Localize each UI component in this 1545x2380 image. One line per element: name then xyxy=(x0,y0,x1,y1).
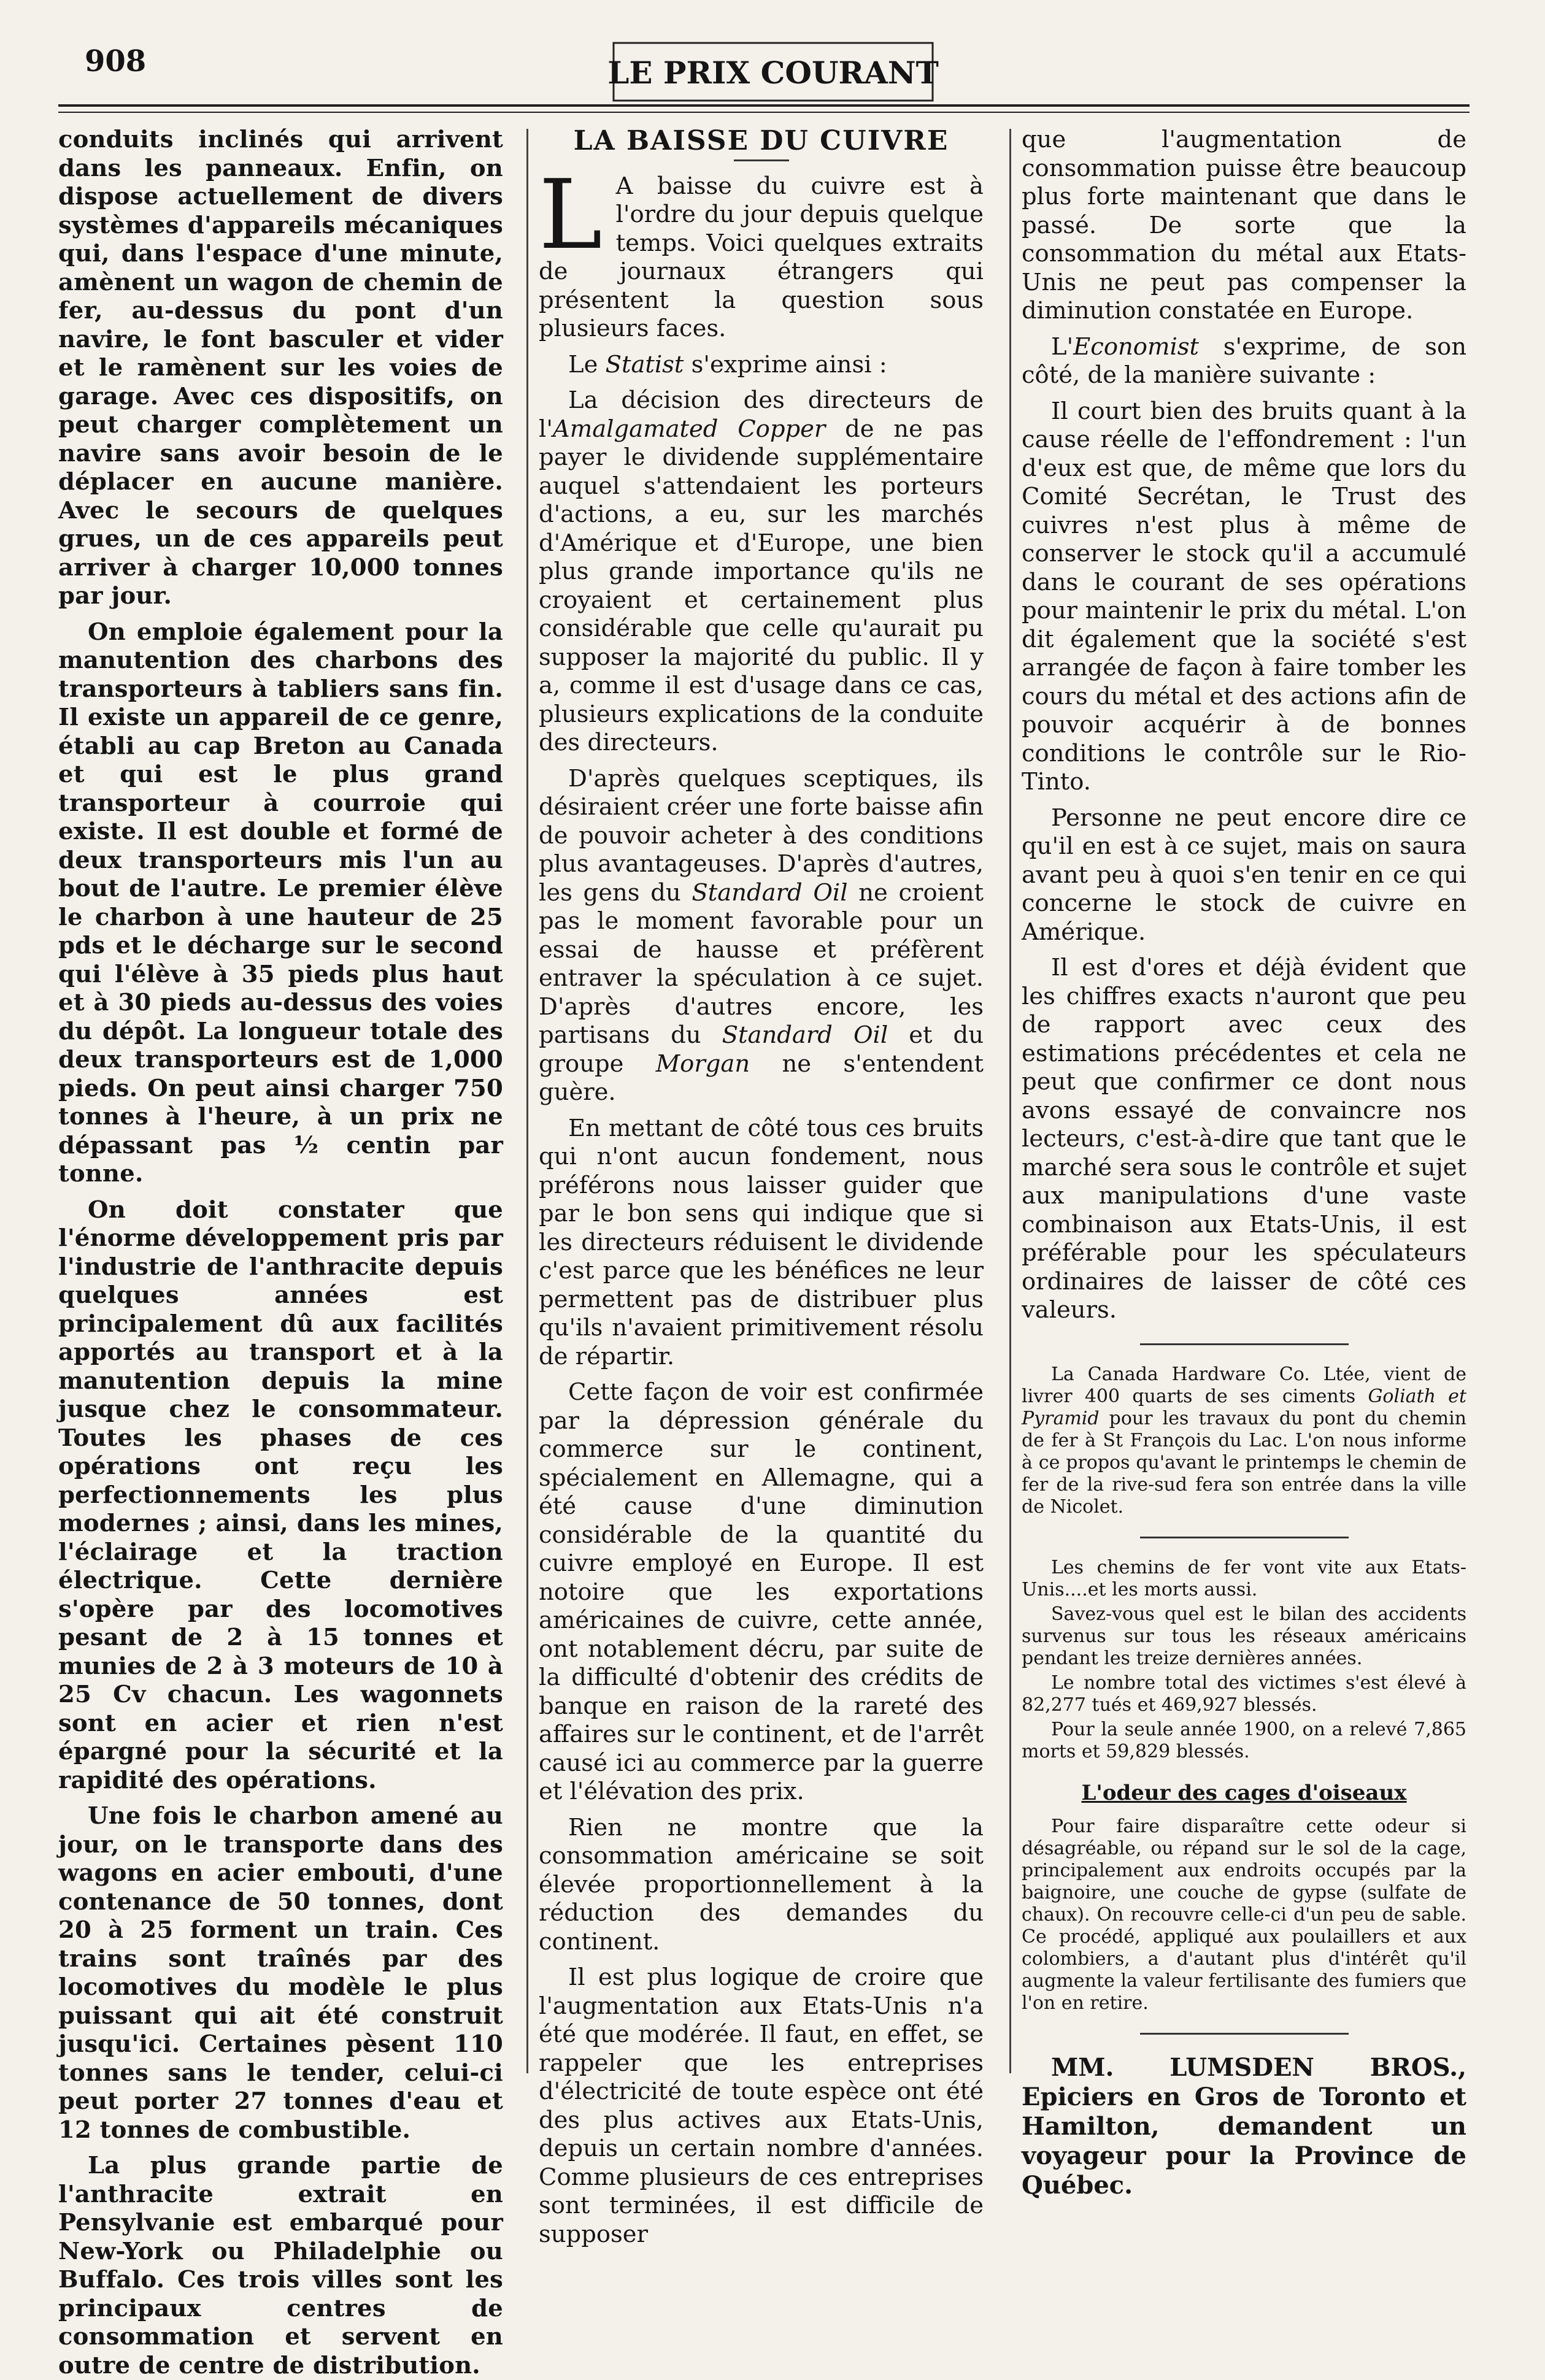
paragraph: Pour faire disparaître cette odeur si désagréable, ou répand sur le sol de la cage, principalement aux endroits occupés par la baignoire, une couche de gypse (sulfate de chaux). On recouvre celle-ci d'un peu de sable. Ce procédé, appliqué aux poulaillers et aux colombiers, a d'autant plus d'intérêt qu'il augmente la valeur fertilisante des fumiers que l'on en retire. xyxy=(1022,1816,1466,2014)
paragraph: On doit constater que l'énorme développement pris par l'industrie de l'anthracite depuis quelques années est principalement dû aux facilités apportés au transport et à la manutention depuis la mine jusque chez le consommateur. Toutes les phases de ces opérations ont reçu les perfectionnements les plus modernes ; ainsi, dans les mines, l'éclairage et la traction électrique. Cette dernière s'opère par des locomotives pesant de 2 à 15 tonnes et munies de 2 à 3 moteurs de 10 à 25 Cv chacun. Les wagonnets sont en acier et rien n'est épargné pour la sécurité et la rapidité des opérations. xyxy=(58,1196,503,1794)
column-2 xyxy=(539,125,984,2248)
paragraph: conduits inclinés qui arrivent dans les panneaux. Enfin, on dispose actuellement de divers systèmes d'appareils mécaniques qui, dans l'espace d'une minute, amènent un wagon de chemin de fer, au-dessus du pont d'un navire, le font basculer et vider et le ramènent sur les voies de garage. Avec ces dispositifs, on peut charger complètement un navire sans avoir besoin de le déplacer en aucune manière. Avec le secours de quelques grues, un de ces appareils peut arriver à charger 10,000 tonnes par jour. xyxy=(58,126,503,610)
paragraph: La plus grande partie de l'anthracite extrait en Pensylvanie est embarqué pour New-York ou Philadelphie ou Buffalo. Ces trois villes sont les principaux centres de consommation et servent en outre de centre de distribution. xyxy=(58,2152,503,2379)
paragraph: L'Economist s'exprime, de son côté, de la manière suivante : xyxy=(1022,332,1466,389)
column-divider-1 xyxy=(526,129,528,2073)
column-divider-2 xyxy=(1009,129,1011,2073)
paragraph: que l'augmentation de consommation puisse être beaucoup plus forte maintenant que dans le passé. De sorte que la consommation du métal aux Etats-Unis ne peut pas compenser la diminution constatée en Europe. xyxy=(1022,126,1466,324)
page-number: 908 xyxy=(85,44,147,79)
paragraph: Rien ne montre que la consommation américaine se soit élevée proportionnellement à la réduction des demandes du continent. xyxy=(539,1813,984,1956)
paragraph: Pour la seule année 1900, on a relevé 7,865 morts et 59,829 blessés. xyxy=(1022,1718,1466,1762)
drop-cap: L xyxy=(539,158,603,271)
paragraph: Cette façon de voir est confirmée par la dépression générale du commerce sur le continent, spécialement en Allemagne, qui a été cause d'une diminution considérable de la quantité du cuivre employé en Europe. Il est notoire que les exportations américaines de cuivre, cette année, ont notablement décru, par suite de la difficulté d'obtenir des crédits de banque en raison de la rareté des affaires sur le continent, et de l'arrêt causé ici au commerce par la guerre et l'élévation des prix. xyxy=(539,1378,984,1805)
masthead-title: LE PRIX COURANT xyxy=(607,55,939,91)
paragraph: Une fois le charbon amené au jour, on le transporte dans des wagons en acier embouti, d'une contenance de 50 tonnes, dont 20 à 25 forment un train. Ces trains sont traînés par des locomotives du modèle le plus puissant qui ait été construit jusqu'ici. Certaines pèsent 110 tonnes sans le tender, celui-ci peut porter 27 tonnes d'eau et 12 tonnes de combustible. xyxy=(58,1802,503,2144)
bird-cage-notice xyxy=(1022,1816,1466,2014)
advertisement: MM. LUMSDEN BROS., Epiciers en Gros de Toronto et Hamilton, demandent un voyageur pour la Province de Québec. xyxy=(1022,2053,1466,2200)
paragraph: Il court bien des bruits quant à la cause réelle de l'effondrement : l'un d'eux est que, de même que lors du Comité Secrétan, le Trust des cuivres n'est plus à même de conserver le stock qu'il a accumulé dans le courant de ses opérations pour maintenir le prix du métal. L'on dit également que la société s'est arrangée de façon à faire tomber les cours du métal et des actions afin de pouvoir acquérir à de bonnes conditions le contrôle sur le Rio-Tinto. xyxy=(1022,397,1466,796)
railroad-notice xyxy=(1022,1557,1466,1763)
section-divider xyxy=(1140,1537,1349,1538)
paragraph: Il est d'ores et déjà évident que les chiffres exacts n'auront que peu de rapport avec ceux des estimations précédentes et cela ne peut que confirmer ce dont nous avons essayé de convaincre nos lecteurs, c'est-à-dire que tant que le marché sera sous le contrôle et sujet aux manipulations d'une vaste combinaison aux Etats-Unis, il est préférable pour les spéculateurs ordinaires de laisser de côté ces valeurs. xyxy=(1022,954,1466,1324)
article-intro xyxy=(539,158,984,344)
paragraph: La Canada Hardware Co. Ltée, vient de livrer 400 quarts de ses ciments Goliath et Pyramid pour les travaux du pont du chemin de fer à St François du Lac. L'on nous informe à ce propos qu'avant le printemps le chemin de fer de la rive-sud fera son entrée dans la ville de Nicolet. xyxy=(1022,1363,1466,1518)
paragraph: Le nombre total des victimes s'est élevé à 82,277 tués et 469,927 blessés. xyxy=(1022,1672,1466,1716)
section-divider xyxy=(1140,1343,1349,1345)
paragraph: Savez-vous quel est le bilan des accidents survenus sur tous les réseaux américains pendant les treize dernières années. xyxy=(1022,1603,1466,1669)
hardware-notice xyxy=(1022,1364,1466,1518)
paragraph: Personne ne peut encore dire ce qu'il en est à ce sujet, mais on saura avant peu à quoi s'en tenir en ce qui concerne le stock de cuivre en Amérique. xyxy=(1022,804,1466,946)
section-divider xyxy=(1140,2033,1349,2035)
column-3 xyxy=(1022,126,1466,2200)
section-heading: L'odeur des cages d'oiseaux xyxy=(1081,1780,1407,1805)
intro-text: A baisse du cuivre est à l'ordre du jour depuis quelque temps. Voici quelques extraits de journaux étrangers qui présentent la question sous plusieurs faces. xyxy=(539,172,984,342)
paragraph: Il est plus logique de croire que l'augmentation aux Etats-Unis n'a été que modérée. Il faut, en effet, se rappeler que les entreprises d'électricité de toute espèce ont été des plus actives aux Etats-Unis, depuis un certain nombre d'années. Comme plusieurs de ces entreprises sont terminées, il est difficile de supposer xyxy=(539,1964,984,2248)
paragraph: D'après quelques sceptiques, ils désiraient créer une forte baisse afin de pouvoir acheter à des conditions plus avantageuses. D'après d'autres, les gens du Standard Oil ne croient pas le moment favorable pour un essai de hausse et préfèrent entraver la spéculation à ce sujet. D'après d'autres encore, les partisans du Standard Oil et du groupe Morgan ne s'entendent guère. xyxy=(539,764,984,1106)
paragraph: Le Statist s'exprime ainsi : xyxy=(568,350,887,378)
paragraph: En mettant de côté tous ces bruits qui n'ont aucun fondement, nous préférons nous laisser guider que par le bon sens qui indique que si les directeurs réduisent le dividende c'est parce que les bénéfices ne leur permettent pas de distribuer plus qu'ils n'avaient primitivement résolu de répartir. xyxy=(539,1114,984,1370)
paragraph: On emploie également pour la manutention des charbons des transporteurs à tabliers sans fin. Il existe un appareil de ce genre, établi au cap Breton au Canada et qui est le plus grand transporteur à courroie qui existe. Il est double et formé de deux transporteurs mis l'un au bout de l'autre. Le premier élève le charbon à une hauteur de 25 pds et le décharge sur le second qui l'élève à 35 pieds plus haut et à 30 pieds au-dessus des voies du dépôt. La longueur totale des deux transporteurs est de 1,000 pieds. On peut ainsi charger 750 tonnes à l'heure, à un prix ne dépassant pas ½ centin par tonne. xyxy=(58,618,503,1188)
column-1 xyxy=(58,126,503,2379)
title-divider xyxy=(734,159,789,161)
header-rule-bottom xyxy=(58,112,1470,113)
header-rule-top xyxy=(58,104,1470,107)
masthead-logo xyxy=(607,38,939,106)
paragraph: La décision des directeurs de l'Amalgamated Copper de ne pas payer le dividende supplémentaire auquel s'attendaient les porteurs d'actions, a eu, sur les marchés d'Amérique et d'Europe, une bien plus grande importance qu'ils ne croyaient et certainement plus considérable que celle qu'aurait pu supposer la majorité du public. Il y a, comme il est d'usage dans ce cas, plusieurs explications de la conduite des directeurs. xyxy=(539,386,984,756)
article-title: LA BAISSE DU CUIVRE xyxy=(573,125,949,156)
paragraph: Les chemins de fer vont vite aux Etats-Unis....et les morts aussi. xyxy=(1022,1556,1466,1600)
